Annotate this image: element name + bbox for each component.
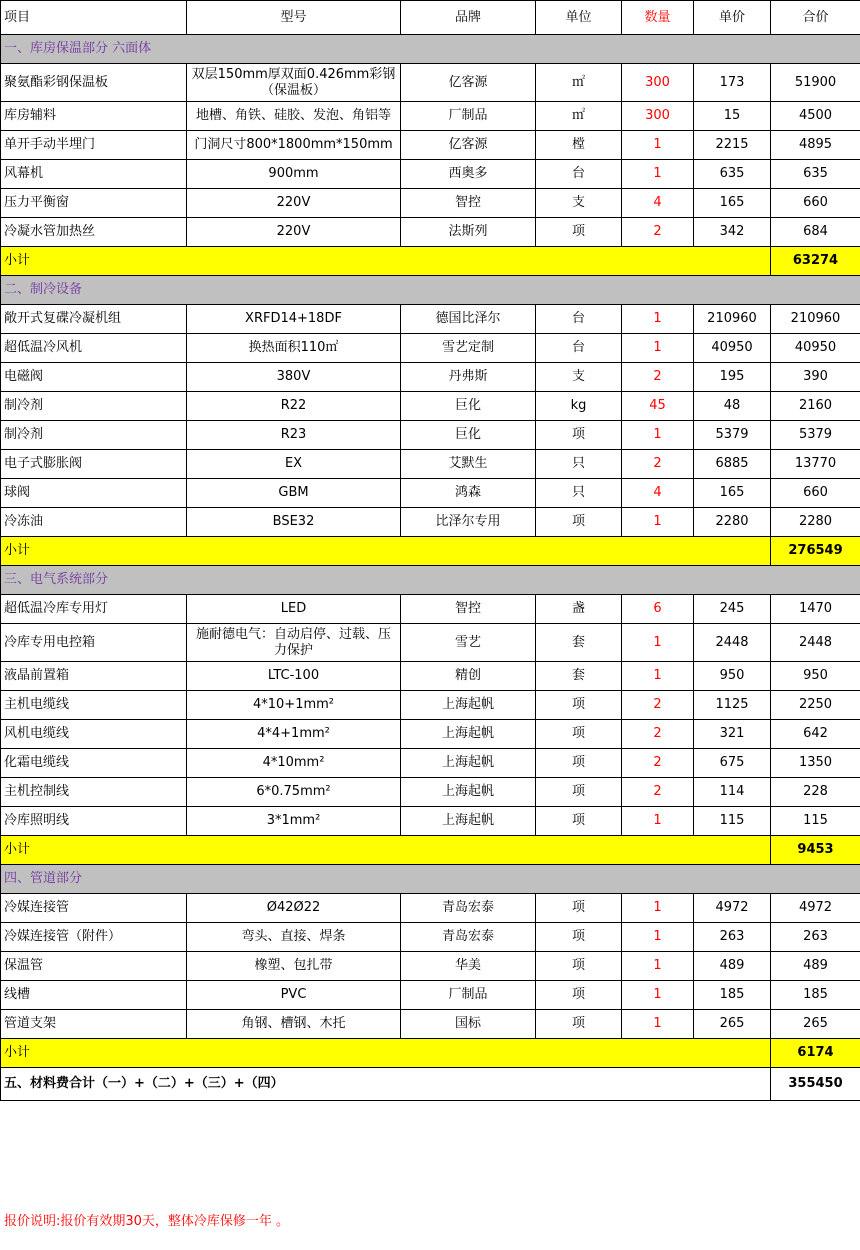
model-cell[interactable]: 900mm [187,160,401,189]
item-name-cell[interactable]: 冷媒连接管 [1,894,187,923]
table-row [1,305,860,334]
price-cell[interactable]: 2215 [694,131,771,160]
item-name-cell[interactable]: 库房辅料 [1,102,187,131]
total-cell[interactable]: 4972 [771,894,860,923]
total-cell[interactable]: 2448 [771,624,860,662]
model-cell[interactable]: 双层150mm厚双面0.426mm彩钢（保温板） [187,64,401,102]
price-cell[interactable]: 635 [694,160,771,189]
subtotal-label[interactable]: 小计 [1,537,771,566]
brand-cell[interactable]: 厂制品 [401,102,536,131]
total-cell[interactable]: 1470 [771,595,860,624]
price-cell[interactable]: 2280 [694,508,771,537]
header-brand[interactable]: 品牌 [401,1,536,35]
section-title[interactable]: 一、库房保温部分 六面体 [1,35,860,64]
brand-cell[interactable]: 比泽尔专用 [401,508,536,537]
qty-cell[interactable]: 2 [622,778,694,807]
table-row [1,624,860,662]
model-cell[interactable]: R23 [187,421,401,450]
price-cell[interactable]: 950 [694,662,771,691]
unit-cell[interactable]: 支 [536,189,622,218]
brand-cell[interactable]: 法斯列 [401,218,536,247]
model-cell[interactable]: GBM [187,479,401,508]
price-cell[interactable]: 245 [694,595,771,624]
section-title[interactable]: 四、管道部分 [1,865,860,894]
unit-cell[interactable]: 项 [536,218,622,247]
header-unit[interactable]: 单位 [536,1,622,35]
table-row [1,778,860,807]
subtotal-row [1,247,860,276]
qty-cell[interactable]: 1 [622,334,694,363]
item-name-cell[interactable]: 管道支架 [1,1010,187,1039]
unit-cell[interactable]: 套 [536,624,622,662]
item-name-cell[interactable]: 制冷剂 [1,392,187,421]
item-name-cell[interactable]: 球阀 [1,479,187,508]
model-cell[interactable]: 3*1mm² [187,807,401,836]
qty-cell[interactable]: 1 [622,421,694,450]
header-item[interactable]: 项目 [1,1,187,35]
subtotal-row [1,1039,860,1068]
total-cell[interactable]: 390 [771,363,860,392]
subtotal-label[interactable]: 小计 [1,1039,771,1068]
subtotal-label[interactable]: 小计 [1,836,771,865]
qty-cell[interactable]: 4 [622,479,694,508]
qty-cell[interactable]: 1 [622,624,694,662]
brand-cell[interactable]: 德国比泽尔 [401,305,536,334]
qty-cell[interactable]: 2 [622,749,694,778]
qty-cell[interactable]: 1 [622,662,694,691]
brand-cell[interactable]: 鸿森 [401,479,536,508]
table-row [1,1010,860,1039]
brand-cell[interactable]: 艾默生 [401,450,536,479]
grand-total-amount[interactable]: 355450 [771,1068,860,1101]
table-row [1,189,860,218]
brand-cell[interactable]: 上海起帆 [401,807,536,836]
total-cell[interactable]: 2280 [771,508,860,537]
total-cell[interactable]: 265 [771,1010,860,1039]
qty-cell[interactable]: 1 [622,160,694,189]
item-name-cell[interactable]: 冷凝水管加热丝 [1,218,187,247]
total-cell[interactable]: 263 [771,923,860,952]
price-cell[interactable]: 210960 [694,305,771,334]
qty-cell[interactable]: 1 [622,981,694,1010]
total-cell[interactable]: 40950 [771,334,860,363]
model-cell[interactable]: BSE32 [187,508,401,537]
model-cell[interactable]: 门洞尺寸800*1800mm*150mm [187,131,401,160]
section-header [1,35,860,64]
unit-cell[interactable]: 台 [536,160,622,189]
item-name-cell[interactable]: 风机电缆线 [1,720,187,749]
price-cell[interactable]: 115 [694,807,771,836]
unit-cell[interactable]: 项 [536,981,622,1010]
table-row [1,334,860,363]
unit-cell[interactable]: 盏 [536,595,622,624]
unit-cell[interactable]: 项 [536,508,622,537]
item-name-cell[interactable]: 制冷剂 [1,421,187,450]
item-name-cell[interactable]: 风幕机 [1,160,187,189]
item-name-cell[interactable]: 冷冻油 [1,508,187,537]
unit-cell[interactable]: ㎡ [536,102,622,131]
table-row [1,450,860,479]
brand-cell[interactable]: 青岛宏泰 [401,894,536,923]
header-total[interactable]: 合价 [771,1,860,35]
table-row [1,952,860,981]
total-cell[interactable]: 684 [771,218,860,247]
unit-cell[interactable]: 支 [536,363,622,392]
model-cell[interactable]: 4*10+1mm² [187,691,401,720]
table-row [1,807,860,836]
table-row [1,64,860,102]
brand-cell[interactable]: 上海起帆 [401,691,536,720]
unit-cell[interactable]: 套 [536,662,622,691]
model-cell[interactable]: LED [187,595,401,624]
brand-cell[interactable]: 上海起帆 [401,749,536,778]
price-cell[interactable]: 265 [694,1010,771,1039]
total-cell[interactable]: 185 [771,981,860,1010]
table-row [1,363,860,392]
table-row [1,691,860,720]
unit-cell[interactable]: 只 [536,450,622,479]
model-cell[interactable]: LTC-100 [187,662,401,691]
model-cell[interactable]: 220V [187,189,401,218]
qty-cell[interactable]: 4 [622,189,694,218]
brand-cell[interactable]: 亿客源 [401,131,536,160]
brand-cell[interactable]: 厂制品 [401,981,536,1010]
total-cell[interactable]: 660 [771,189,860,218]
item-name-cell[interactable]: 冷媒连接管（附件） [1,923,187,952]
price-cell[interactable]: 263 [694,923,771,952]
unit-cell[interactable]: 项 [536,720,622,749]
total-cell[interactable]: 642 [771,720,860,749]
qty-cell[interactable]: 300 [622,64,694,102]
brand-cell[interactable]: 青岛宏泰 [401,923,536,952]
total-cell[interactable]: 2250 [771,691,860,720]
brand-cell[interactable]: 雪艺 [401,624,536,662]
total-cell[interactable]: 228 [771,778,860,807]
qty-cell[interactable]: 300 [622,102,694,131]
table-row [1,595,860,624]
qty-cell[interactable]: 2 [622,218,694,247]
unit-cell[interactable]: 台 [536,305,622,334]
brand-cell[interactable]: 巨化 [401,392,536,421]
model-cell[interactable]: EX [187,450,401,479]
unit-cell[interactable]: 项 [536,778,622,807]
table-row [1,392,860,421]
subtotal-amount[interactable]: 9453 [771,836,860,865]
model-cell[interactable]: 角钢、槽钢、木托 [187,1010,401,1039]
qty-cell[interactable]: 1 [622,131,694,160]
table-row [1,102,860,131]
price-cell[interactable]: 489 [694,952,771,981]
item-name-cell[interactable]: 压力平衡窗 [1,189,187,218]
quote-note: 报价说明:报价有效期30天，整体冷库保修一年 。 [4,1214,290,1229]
item-name-cell[interactable]: 超低温冷风机 [1,334,187,363]
table-row [1,421,860,450]
model-cell[interactable]: 弯头、直接、焊条 [187,923,401,952]
price-cell[interactable]: 165 [694,189,771,218]
qty-cell[interactable]: 1 [622,923,694,952]
unit-cell[interactable]: 项 [536,749,622,778]
brand-cell[interactable]: 丹弗斯 [401,363,536,392]
model-cell[interactable]: 380V [187,363,401,392]
total-cell[interactable]: 210960 [771,305,860,334]
price-cell[interactable]: 1125 [694,691,771,720]
total-cell[interactable]: 489 [771,952,860,981]
unit-cell[interactable]: 项 [536,691,622,720]
qty-cell[interactable]: 6 [622,595,694,624]
unit-cell[interactable]: ㎡ [536,64,622,102]
brand-cell[interactable]: 亿客源 [401,64,536,102]
subtotal-amount[interactable]: 276549 [771,537,860,566]
item-name-cell[interactable]: 电磁阀 [1,363,187,392]
total-cell[interactable]: 950 [771,662,860,691]
qty-cell[interactable]: 45 [622,392,694,421]
model-cell[interactable]: 橡塑、包扎带 [187,952,401,981]
price-cell[interactable]: 48 [694,392,771,421]
price-cell[interactable]: 185 [694,981,771,1010]
price-cell[interactable]: 675 [694,749,771,778]
table-row [1,508,860,537]
price-cell[interactable]: 114 [694,778,771,807]
item-name-cell[interactable]: 超低温冷库专用灯 [1,595,187,624]
qty-cell[interactable]: 1 [622,1010,694,1039]
brand-cell[interactable]: 智控 [401,595,536,624]
grand-total-label[interactable]: 五、材料费合计（一）+（二）+（三）+（四） [1,1068,771,1101]
brand-cell[interactable]: 上海起帆 [401,778,536,807]
price-cell[interactable]: 321 [694,720,771,749]
table-row [1,479,860,508]
section-header [1,865,860,894]
model-cell[interactable]: 4*4+1mm² [187,720,401,749]
brand-cell[interactable]: 精创 [401,662,536,691]
item-name-cell[interactable]: 冷库照明线 [1,807,187,836]
qty-cell[interactable]: 1 [622,508,694,537]
table-row [1,131,860,160]
unit-cell[interactable]: 樘 [536,131,622,160]
price-cell[interactable]: 195 [694,363,771,392]
subtotal-label[interactable]: 小计 [1,247,771,276]
unit-cell[interactable]: 项 [536,1010,622,1039]
grand-total-row [1,1068,860,1101]
qty-cell[interactable]: 1 [622,807,694,836]
brand-cell[interactable]: 巨化 [401,421,536,450]
total-cell[interactable]: 635 [771,160,860,189]
brand-cell[interactable]: 西奥多 [401,160,536,189]
header-row [1,1,860,35]
section-header [1,276,860,305]
price-cell[interactable]: 6885 [694,450,771,479]
qty-cell[interactable]: 1 [622,305,694,334]
item-name-cell[interactable]: 化霜电缆线 [1,749,187,778]
subtotal-amount[interactable]: 63274 [771,247,860,276]
table-row [1,923,860,952]
brand-cell[interactable]: 国标 [401,1010,536,1039]
subtotal-amount[interactable]: 6174 [771,1039,860,1068]
model-cell[interactable]: XRFD14+18DF [187,305,401,334]
model-cell[interactable]: 地槽、角铁、硅胶、发泡、角铝等 [187,102,401,131]
header-price[interactable]: 单价 [694,1,771,35]
price-cell[interactable]: 2448 [694,624,771,662]
qty-cell[interactable]: 2 [622,450,694,479]
price-cell[interactable]: 173 [694,64,771,102]
model-cell[interactable]: PVC [187,981,401,1010]
brand-cell[interactable]: 智控 [401,189,536,218]
header-qty[interactable]: 数量 [622,1,694,35]
unit-cell[interactable]: 项 [536,807,622,836]
item-name-cell[interactable]: 冷库专用电控箱 [1,624,187,662]
item-name-cell[interactable]: 主机控制线 [1,778,187,807]
model-cell[interactable]: 施耐德电气：自动启停、过载、压力保护 [187,624,401,662]
qty-cell[interactable]: 1 [622,952,694,981]
item-name-cell[interactable]: 电子式膨胀阀 [1,450,187,479]
item-name-cell[interactable]: 线槽 [1,981,187,1010]
table-row [1,662,860,691]
item-name-cell[interactable]: 液晶前置箱 [1,662,187,691]
brand-cell[interactable]: 华美 [401,952,536,981]
total-cell[interactable]: 660 [771,479,860,508]
item-name-cell[interactable]: 敞开式复碟冷凝机组 [1,305,187,334]
brand-cell[interactable]: 雪艺定制 [401,334,536,363]
unit-cell[interactable]: 只 [536,479,622,508]
item-name-cell[interactable]: 主机电缆线 [1,691,187,720]
subtotal-row [1,537,860,566]
section-title[interactable]: 三、电气系统部分 [1,566,860,595]
total-cell[interactable]: 115 [771,807,860,836]
table-row [1,981,860,1010]
qty-cell[interactable]: 2 [622,691,694,720]
total-cell[interactable]: 2160 [771,392,860,421]
table-row [1,749,860,778]
table-row [1,894,860,923]
table-row [1,218,860,247]
unit-cell[interactable]: 项 [536,894,622,923]
total-cell[interactable]: 4500 [771,102,860,131]
total-cell[interactable]: 13770 [771,450,860,479]
unit-cell[interactable]: 项 [536,421,622,450]
price-cell[interactable]: 15 [694,102,771,131]
model-cell[interactable]: 6*0.75mm² [187,778,401,807]
model-cell[interactable]: R22 [187,392,401,421]
item-name-cell[interactable]: 保温管 [1,952,187,981]
unit-cell[interactable]: 项 [536,952,622,981]
model-cell[interactable]: Ø42Ø22 [187,894,401,923]
price-cell[interactable]: 40950 [694,334,771,363]
table-row [1,720,860,749]
model-cell[interactable]: 4*10mm² [187,749,401,778]
section-title[interactable]: 二、制冷设备 [1,276,860,305]
price-cell[interactable]: 165 [694,479,771,508]
qty-cell[interactable]: 1 [622,894,694,923]
header-model[interactable]: 型号 [187,1,401,35]
item-name-cell[interactable]: 聚氨酯彩钢保温板 [1,64,187,102]
total-cell[interactable]: 1350 [771,749,860,778]
unit-cell[interactable]: 台 [536,334,622,363]
price-cell[interactable]: 4972 [694,894,771,923]
table-row [1,160,860,189]
model-cell[interactable]: 220V [187,218,401,247]
subtotal-row [1,836,860,865]
model-cell[interactable]: 换热面积110㎡ [187,334,401,363]
total-cell[interactable]: 5379 [771,421,860,450]
qty-cell[interactable]: 2 [622,720,694,749]
total-cell[interactable]: 51900 [771,64,860,102]
total-cell[interactable]: 4895 [771,131,860,160]
brand-cell[interactable]: 上海起帆 [401,720,536,749]
price-cell[interactable]: 5379 [694,421,771,450]
price-cell[interactable]: 342 [694,218,771,247]
section-header [1,566,860,595]
unit-cell[interactable]: 项 [536,923,622,952]
unit-cell[interactable]: kg [536,392,622,421]
qty-cell[interactable]: 2 [622,363,694,392]
item-name-cell[interactable]: 单开手动半埋门 [1,131,187,160]
